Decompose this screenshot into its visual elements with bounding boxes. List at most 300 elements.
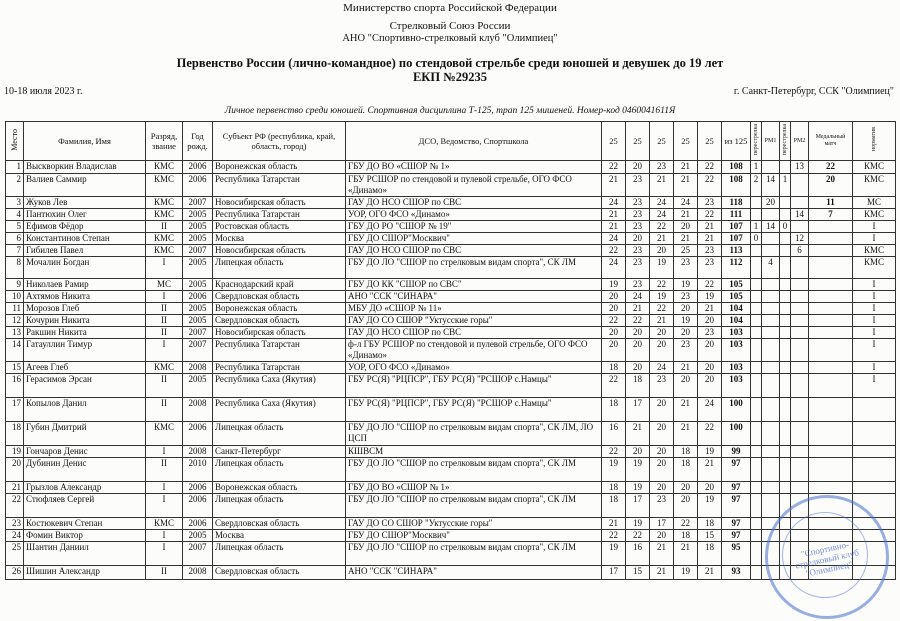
cell-year: 2008 — [183, 398, 213, 422]
cell-total: 103 — [722, 339, 751, 362]
cell-norm: I — [853, 279, 896, 291]
cell-norm — [853, 482, 896, 494]
cell-total: 97 — [722, 482, 751, 494]
club-header: АНО "Спортивно-стрелковый клуб "Олимпиец" — [342, 33, 558, 44]
cell-name: Костюкевич Степан — [24, 518, 146, 530]
cell-name: Ефимов Фёдор — [24, 221, 146, 233]
cell-series-4: 24 — [674, 197, 698, 209]
cell-series-5: 20 — [698, 362, 722, 374]
cell-norm: КМС — [853, 245, 896, 257]
col-norm: норматив — [853, 122, 896, 161]
cell-region: Москва — [213, 530, 346, 542]
cell-shootoff-2 — [780, 494, 791, 518]
cell-norm — [853, 518, 896, 530]
table-row — [6, 209, 896, 221]
cell-series-2: 23 — [626, 245, 650, 257]
cell-series-5: 15 — [698, 530, 722, 542]
cell-series-3: 21 — [650, 233, 674, 245]
cell-year: 2005 — [183, 233, 213, 245]
cell-series-1: 18 — [602, 482, 626, 494]
cell-norm: КМС — [853, 174, 896, 197]
cell-total: 105 — [722, 279, 751, 291]
cell-year: 2007 — [183, 339, 213, 362]
cell-series-3: 17 — [650, 518, 674, 530]
cell-medal-match: 11 — [809, 197, 853, 209]
cell-total: 104 — [722, 303, 751, 315]
cell-name: Фомин Виктор — [24, 530, 146, 542]
cell-series-3: 20 — [650, 482, 674, 494]
cell-rm1 — [762, 422, 780, 446]
cell-place: 7 — [6, 245, 24, 257]
cell-series-4: 21 — [674, 362, 698, 374]
cell-series-4: 18 — [674, 530, 698, 542]
cell-norm — [853, 422, 896, 446]
cell-rank: КМС — [146, 233, 183, 245]
cell-shootoff-2 — [780, 339, 791, 362]
cell-series-1: 22 — [602, 530, 626, 542]
cell-org: ГБУ ДО ВО «СШОР № 1» — [346, 482, 602, 494]
cell-series-4: 20 — [674, 303, 698, 315]
cell-org: ГАУ ДО НСО СШОР по СВС — [346, 327, 602, 339]
cell-series-1: 22 — [602, 245, 626, 257]
cell-shootoff-2 — [780, 542, 791, 566]
cell-shootoff-1 — [751, 315, 762, 327]
cell-series-4: 23 — [674, 257, 698, 279]
cell-place: 21 — [6, 482, 24, 494]
ekp-number: ЕКП №29235 — [412, 70, 488, 84]
cell-total: 93 — [722, 566, 751, 580]
cell-rank: II — [146, 221, 183, 233]
cell-region: Воронежская область — [213, 303, 346, 315]
cell-series-1: 22 — [602, 446, 626, 458]
cell-rm2 — [791, 458, 809, 482]
table-row — [6, 398, 896, 422]
cell-series-1: 19 — [602, 542, 626, 566]
cell-rank: КМС — [146, 174, 183, 197]
document-title: Первенство России (лично-командное) по стендовой стрельбе среди юношей и девушек до 19 лет — [176, 56, 724, 70]
cell-norm: КМС — [853, 209, 896, 221]
cell-org: ГБУ ДО СШОР"Москвич" — [346, 530, 602, 542]
cell-medal-match — [809, 233, 853, 245]
cell-medal-match: 20 — [809, 174, 853, 197]
cell-series-3: 21 — [650, 174, 674, 197]
cell-norm: I — [853, 303, 896, 315]
cell-region: Липецкая область — [213, 458, 346, 482]
cell-series-1: 19 — [602, 279, 626, 291]
cell-rm2 — [791, 422, 809, 446]
results-table — [5, 121, 896, 580]
cell-rm1 — [762, 209, 780, 221]
cell-series-2: 22 — [626, 315, 650, 327]
cell-shootoff-1: 1 — [751, 221, 762, 233]
cell-rank: КМС — [146, 422, 183, 446]
cell-org: ГАУ ДО НСО СШОР по СВС — [346, 197, 602, 209]
cell-place: 23 — [6, 518, 24, 530]
cell-shootoff-1 — [751, 257, 762, 279]
cell-shootoff-1 — [751, 398, 762, 422]
cell-region: Липецкая область — [213, 542, 346, 566]
table-row — [6, 374, 896, 398]
cell-region: Новосибирская область — [213, 245, 346, 257]
cell-name: Ракшин Никита — [24, 327, 146, 339]
cell-series-1: 20 — [602, 327, 626, 339]
cell-total: 97 — [722, 494, 751, 518]
cell-norm: КМС — [853, 257, 896, 279]
cell-region: Свердловская область — [213, 315, 346, 327]
cell-norm — [853, 542, 896, 566]
cell-medal-match — [809, 374, 853, 398]
cell-name: Стюфляев Сергей — [24, 494, 146, 518]
cell-series-5: 24 — [698, 398, 722, 422]
cell-series-4: 20 — [674, 494, 698, 518]
event-place: г. Санкт-Петербург, ССК "Олимпиец" — [733, 86, 894, 97]
cell-shootoff-1: 0 — [751, 233, 762, 245]
cell-medal-match: 7 — [809, 209, 853, 221]
cell-rm2 — [791, 339, 809, 362]
cell-series-3: 19 — [650, 291, 674, 303]
cell-series-2: 24 — [626, 291, 650, 303]
cell-rm2 — [791, 398, 809, 422]
cell-series-5: 23 — [698, 257, 722, 279]
cell-region: Республика Саха (Якутия) — [213, 398, 346, 422]
cell-series-1: 19 — [602, 458, 626, 482]
cell-series-1: 22 — [602, 161, 626, 174]
cell-series-1: 16 — [602, 422, 626, 446]
cell-shootoff-1 — [751, 494, 762, 518]
cell-series-2: 20 — [626, 233, 650, 245]
cell-shootoff-1 — [751, 566, 762, 580]
cell-rm1: 4 — [762, 257, 780, 279]
cell-series-5: 19 — [698, 291, 722, 303]
cell-rm2 — [791, 566, 809, 580]
cell-series-4: 20 — [674, 482, 698, 494]
cell-rm2 — [791, 327, 809, 339]
cell-total: 105 — [722, 291, 751, 303]
cell-name: Николаев Рамир — [24, 279, 146, 291]
cell-series-2: 16 — [626, 542, 650, 566]
cell-series-5: 20 — [698, 315, 722, 327]
cell-name: Пантюхин Олег — [24, 209, 146, 221]
table-row — [6, 446, 896, 458]
table-row — [6, 566, 896, 580]
cell-org: МБУ ДО «СШОР № 11» — [346, 303, 602, 315]
cell-series-3: 20 — [650, 422, 674, 446]
cell-rm2: 6 — [791, 245, 809, 257]
cell-place: 24 — [6, 530, 24, 542]
cell-place: 25 — [6, 542, 24, 566]
cell-medal-match — [809, 482, 853, 494]
cell-shootoff-2: 1 — [780, 174, 791, 197]
cell-rm1 — [762, 518, 780, 530]
cell-series-3: 20 — [650, 446, 674, 458]
table-row — [6, 279, 896, 291]
cell-series-4: 25 — [674, 245, 698, 257]
cell-region: Липецкая область — [213, 422, 346, 446]
cell-series-1: 18 — [602, 494, 626, 518]
cell-rm1: 20 — [762, 197, 780, 209]
cell-total: 108 — [722, 174, 751, 197]
cell-name: Копылов Данил — [24, 398, 146, 422]
cell-rank: I — [146, 291, 183, 303]
cell-norm: КМС — [853, 161, 896, 174]
cell-series-1: 22 — [602, 374, 626, 398]
cell-series-2: 23 — [626, 221, 650, 233]
cell-total: 112 — [722, 257, 751, 279]
cell-shootoff-1 — [751, 327, 762, 339]
cell-series-1: 21 — [602, 174, 626, 197]
cell-shootoff-1 — [751, 339, 762, 362]
cell-shootoff-1 — [751, 422, 762, 446]
cell-year: 2005 — [183, 257, 213, 279]
cell-region: Свердловская область — [213, 566, 346, 580]
cell-series-3: 19 — [650, 257, 674, 279]
cell-org: ГБУ ДО ЛО "СШОР по стрелковым видам спорта", СК ЛМ — [346, 458, 602, 482]
cell-year: 2007 — [183, 542, 213, 566]
cell-region: Санкт-Петербург — [213, 446, 346, 458]
cell-name: Константинов Степан — [24, 233, 146, 245]
cell-rm1 — [762, 327, 780, 339]
cell-norm: I — [853, 374, 896, 398]
cell-rm2 — [791, 221, 809, 233]
cell-shootoff-1 — [751, 518, 762, 530]
cell-name: Грызлов Александр — [24, 482, 146, 494]
cell-series-1: 20 — [602, 291, 626, 303]
table-row — [6, 245, 896, 257]
cell-series-1: 22 — [602, 315, 626, 327]
table-row — [6, 315, 896, 327]
cell-norm: I — [853, 233, 896, 245]
cell-rm2 — [791, 197, 809, 209]
cell-year: 2005 — [183, 279, 213, 291]
cell-norm: I — [853, 221, 896, 233]
cell-shootoff-1 — [751, 291, 762, 303]
cell-name: Выскворкин Владислав — [24, 161, 146, 174]
cell-series-1: 20 — [602, 303, 626, 315]
cell-series-2: 20 — [626, 339, 650, 362]
col-series-5: 25 — [698, 122, 722, 161]
cell-name: Шантин Даниил — [24, 542, 146, 566]
col-rm2: РМ2 — [791, 122, 809, 161]
cell-series-4: 23 — [674, 339, 698, 362]
cell-norm: I — [853, 339, 896, 362]
cell-rank: II — [146, 303, 183, 315]
cell-shootoff-1: 1 — [751, 161, 762, 174]
cell-series-4: 21 — [674, 233, 698, 245]
cell-rm2 — [791, 303, 809, 315]
cell-region: Республика Татарстан — [213, 362, 346, 374]
cell-region: Москва — [213, 233, 346, 245]
cell-series-4: 21 — [674, 174, 698, 197]
cell-rm2 — [791, 530, 809, 542]
cell-region: Новосибирская область — [213, 327, 346, 339]
cell-rm1 — [762, 233, 780, 245]
cell-total: 107 — [722, 233, 751, 245]
cell-series-4: 21 — [674, 422, 698, 446]
cell-rank: I — [146, 257, 183, 279]
cell-region: Ростовская область — [213, 221, 346, 233]
cell-medal-match — [809, 257, 853, 279]
cell-total: 97 — [722, 458, 751, 482]
cell-shootoff-1 — [751, 197, 762, 209]
cell-series-4: 18 — [674, 458, 698, 482]
cell-year: 2008 — [183, 446, 213, 458]
cell-shootoff-2 — [780, 422, 791, 446]
cell-shootoff-2 — [780, 362, 791, 374]
cell-series-2: 19 — [626, 518, 650, 530]
table-row — [6, 542, 896, 566]
cell-series-2: 21 — [626, 422, 650, 446]
cell-org: ГБУ ДО РО "СШОР № 19" — [346, 221, 602, 233]
cell-total: 104 — [722, 315, 751, 327]
cell-rm1 — [762, 339, 780, 362]
cell-shootoff-2 — [780, 398, 791, 422]
cell-rank: I — [146, 530, 183, 542]
cell-rm1 — [762, 542, 780, 566]
cell-region: Республика Татарстан — [213, 174, 346, 197]
cell-org: ГБУ РС(Я) "РЦПСР", ГБУ РС(Я) "РСШОР с.Намцы" — [346, 398, 602, 422]
cell-year: 2005 — [183, 209, 213, 221]
cell-total: 100 — [722, 398, 751, 422]
table-row — [6, 174, 896, 197]
cell-medal-match — [809, 530, 853, 542]
cell-year: 2005 — [183, 315, 213, 327]
cell-rm1 — [762, 446, 780, 458]
cell-rm2 — [791, 446, 809, 458]
cell-region: Новосибирская область — [213, 197, 346, 209]
cell-series-2: 20 — [626, 327, 650, 339]
cell-place: 2 — [6, 174, 24, 197]
cell-year: 2008 — [183, 566, 213, 580]
cell-medal-match — [809, 303, 853, 315]
cell-region: Краснодарский край — [213, 279, 346, 291]
cell-org: АНО "ССК "СИНАРА" — [346, 291, 602, 303]
cell-series-4: 20 — [674, 221, 698, 233]
cell-shootoff-1 — [751, 458, 762, 482]
cell-medal-match: 22 — [809, 161, 853, 174]
cell-total: 97 — [722, 530, 751, 542]
cell-shootoff-2 — [780, 530, 791, 542]
cell-place: 6 — [6, 233, 24, 245]
cell-region: Свердловская область — [213, 518, 346, 530]
cell-org: ГБУ РСШОР по стендовой и пулевой стрельбе, ОГО ФСО «Динамо» — [346, 174, 602, 197]
cell-region: Липецкая область — [213, 494, 346, 518]
cell-rank: II — [146, 566, 183, 580]
col-name: Фамилия, Имя — [24, 122, 146, 161]
cell-place: 19 — [6, 446, 24, 458]
cell-series-3: 23 — [650, 161, 674, 174]
cell-rm1 — [762, 398, 780, 422]
table-row — [6, 233, 896, 245]
cell-rm1 — [762, 279, 780, 291]
cell-series-5: 21 — [698, 566, 722, 580]
cell-series-3: 24 — [650, 209, 674, 221]
cell-series-2: 17 — [626, 494, 650, 518]
cell-shootoff-2 — [780, 245, 791, 257]
cell-org: КШВСМ — [346, 446, 602, 458]
stamp-text: "Спортивно- стрелковый клуб "Олимпиец" — [794, 539, 860, 579]
cell-medal-match — [809, 315, 853, 327]
col-org: ДСО, Ведомство, Спортшкола — [346, 122, 602, 161]
cell-shootoff-2 — [780, 566, 791, 580]
cell-total: 108 — [722, 161, 751, 174]
cell-norm: I — [853, 362, 896, 374]
cell-shootoff-2 — [780, 482, 791, 494]
cell-norm: I — [853, 291, 896, 303]
table-row — [6, 197, 896, 209]
cell-region: Республика Татарстан — [213, 339, 346, 362]
cell-series-2: 22 — [626, 530, 650, 542]
cell-org: ГБУ ДО ЛО "СШОР по стрелковым видам спорта", СК ЛМ, ЛО ЦСП — [346, 422, 602, 446]
cell-medal-match — [809, 446, 853, 458]
cell-place: 20 — [6, 458, 24, 482]
cell-org: ГБУ ДО ЛО "СШОР по стрелковым видам спорта", СК ЛМ — [346, 542, 602, 566]
cell-place: 1 — [6, 161, 24, 174]
cell-year: 2006 — [183, 291, 213, 303]
cell-shootoff-2 — [780, 291, 791, 303]
cell-medal-match — [809, 398, 853, 422]
cell-series-4: 19 — [674, 279, 698, 291]
cell-rm1 — [762, 482, 780, 494]
cell-series-4: 21 — [674, 398, 698, 422]
cell-region: Свердловская область — [213, 291, 346, 303]
cell-series-5: 22 — [698, 161, 722, 174]
col-shootoff-1: перестрелка — [751, 122, 762, 161]
table-row — [6, 458, 896, 482]
cell-year: 2005 — [183, 374, 213, 398]
cell-series-2: 23 — [626, 209, 650, 221]
cell-rm2 — [791, 374, 809, 398]
cell-place: 22 — [6, 494, 24, 518]
cell-rm2 — [791, 174, 809, 197]
cell-rank: КМС — [146, 362, 183, 374]
cell-rm2 — [791, 279, 809, 291]
cell-medal-match — [809, 362, 853, 374]
cell-place: 12 — [6, 315, 24, 327]
cell-rm1 — [762, 530, 780, 542]
cell-rank: II — [146, 315, 183, 327]
cell-region: Республика Татарстан — [213, 209, 346, 221]
cell-series-4: 19 — [674, 315, 698, 327]
cell-rm1 — [762, 315, 780, 327]
col-series-3: 25 — [650, 122, 674, 161]
cell-shootoff-1 — [751, 482, 762, 494]
union-header: Стрелковый Союз России — [389, 20, 511, 32]
cell-medal-match — [809, 221, 853, 233]
col-place: Место — [6, 122, 24, 161]
cell-name: Валиев Саммир — [24, 174, 146, 197]
cell-rank: КМС — [146, 161, 183, 174]
cell-series-3: 22 — [650, 303, 674, 315]
cell-medal-match — [809, 339, 853, 362]
cell-norm — [853, 398, 896, 422]
cell-total: 113 — [722, 245, 751, 257]
cell-rm1 — [762, 566, 780, 580]
cell-series-3: 20 — [650, 327, 674, 339]
cell-year: 2005 — [183, 530, 213, 542]
cell-org: УОР, ОГО ФСО «Динамо» — [346, 362, 602, 374]
cell-total: 118 — [722, 197, 751, 209]
cell-shootoff-2 — [780, 303, 791, 315]
cell-rm1 — [762, 374, 780, 398]
cell-year: 2006 — [183, 422, 213, 446]
cell-series-5: 20 — [698, 374, 722, 398]
cell-org: ГАУ ДО СО СШОР "Уктусские горы" — [346, 518, 602, 530]
cell-series-1: 21 — [602, 221, 626, 233]
col-rm1: РМ1 — [762, 122, 780, 161]
cell-org: УОР, ОГО ФСО «Динамо» — [346, 209, 602, 221]
cell-rank: I — [146, 482, 183, 494]
cell-series-5: 22 — [698, 279, 722, 291]
